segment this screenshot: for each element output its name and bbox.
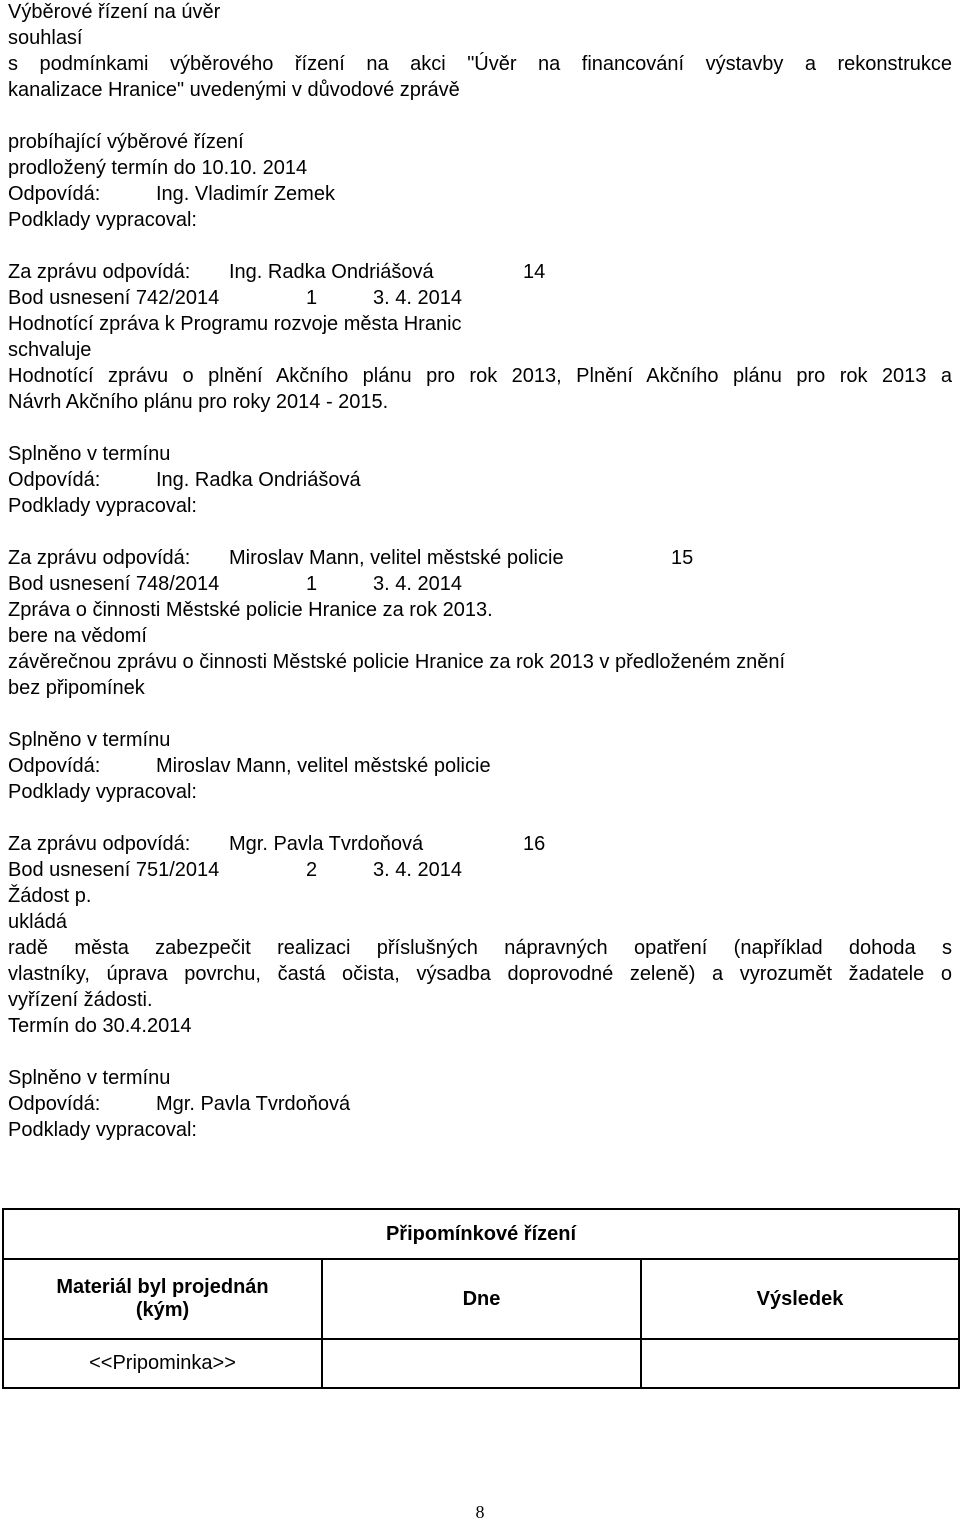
resolution-number: Bod usnesení 742/2014 bbox=[8, 287, 220, 309]
resolution-line bbox=[8, 286, 462, 310]
text-line: Podklady vypracoval: bbox=[8, 781, 197, 803]
table-title: Připomínkové řízení bbox=[3, 1209, 959, 1259]
report-responsible-name: Miroslav Mann, velitel městské policie bbox=[229, 547, 564, 569]
report-responsible-line bbox=[8, 260, 545, 284]
text-line: radě města zabezpečit realizaci příslušných nápravných opatření (například dohoda s bbox=[8, 937, 952, 959]
item-number: 15 bbox=[671, 547, 694, 569]
resolution-date: 3. 4. 2014 bbox=[373, 573, 462, 595]
date-cell bbox=[322, 1339, 641, 1388]
responsible-line bbox=[8, 1092, 350, 1116]
table-title-row bbox=[3, 1209, 959, 1259]
text-line: závěrečnou zprávu o činnosti Městské policie Hranice za rok 2013 v předloženém znění bbox=[8, 651, 786, 673]
report-responsible-label: Za zprávu odpovídá: bbox=[8, 261, 191, 283]
text-line: Splněno v termínu bbox=[8, 443, 171, 465]
resolution-date: 3. 4. 2014 bbox=[373, 859, 462, 881]
text-line: kanalizace Hranice" uvedenými v důvodové zprávě bbox=[8, 79, 460, 101]
header-material-line2: (kým) bbox=[135, 1299, 190, 1321]
text-line: Výběrové řízení na úvěr bbox=[8, 1, 221, 23]
text-line: schvaluje bbox=[8, 339, 92, 361]
report-responsible-label: Za zprávu odpovídá: bbox=[8, 547, 191, 569]
responsible-label: Odpovídá: bbox=[8, 469, 101, 491]
responsible-name: Miroslav Mann, velitel městské policie bbox=[156, 755, 491, 777]
report-responsible-line bbox=[8, 546, 693, 570]
text-line: Žádost p. bbox=[8, 885, 92, 907]
item-number: 16 bbox=[523, 833, 546, 855]
resolution-number: Bod usnesení 751/2014 bbox=[8, 859, 220, 881]
text-line: prodložený termín do 10.10. 2014 bbox=[8, 157, 308, 179]
comment-procedure-table bbox=[2, 1208, 960, 1389]
resolution-number: Bod usnesení 748/2014 bbox=[8, 573, 220, 595]
responsible-line bbox=[8, 754, 491, 778]
item-number: 14 bbox=[523, 261, 546, 283]
text-line: Podklady vypracoval: bbox=[8, 1119, 197, 1141]
text-line: Návrh Akčního plánu pro roky 2014 - 2015. bbox=[8, 391, 389, 413]
text-line: vlastníky, úprava povrchu, častá očista, výsadba doprovodné zeleně) a vyrozumět žadatele o bbox=[8, 963, 952, 985]
report-responsible-line bbox=[8, 832, 545, 856]
text-line: bez připomínek bbox=[8, 677, 145, 699]
text-line: probíhající výběrové řízení bbox=[8, 131, 244, 153]
header-date: Dne bbox=[322, 1259, 641, 1339]
report-responsible-name: Mgr. Pavla Tvrdoňová bbox=[229, 833, 424, 855]
table-row bbox=[3, 1339, 959, 1388]
responsible-label: Odpovídá: bbox=[8, 1093, 101, 1115]
text-line: ukládá bbox=[8, 911, 67, 933]
resolution-count: 1 bbox=[306, 287, 318, 309]
text-line: vyřízení žádosti. bbox=[8, 989, 153, 1011]
responsible-label: Odpovídá: bbox=[8, 755, 101, 777]
responsible-name: Mgr. Pavla Tvrdoňová bbox=[156, 1093, 351, 1115]
text-line: Zpráva o činnosti Městské policie Hranice za rok 2013. bbox=[8, 599, 493, 621]
resolution-date: 3. 4. 2014 bbox=[373, 287, 462, 309]
text-line: s podmínkami výběrového řízení na akci "Úvěr na financování výstavby a rekonstrukce bbox=[8, 53, 952, 75]
header-material-discussed bbox=[3, 1259, 322, 1339]
responsible-line bbox=[8, 468, 361, 492]
resolution-line bbox=[8, 858, 462, 882]
text-line: bere na vědomí bbox=[8, 625, 147, 647]
text-line: Splněno v termínu bbox=[8, 1067, 171, 1089]
text-line: souhlasí bbox=[8, 27, 83, 49]
page-number: 8 bbox=[475, 1502, 485, 1522]
text-line: Hodnotící zprávu o plnění Akčního plánu pro rok 2013, Plnění Akčního plánu pro rok 2013 a bbox=[8, 365, 952, 387]
responsible-name: Ing. Vladimír Zemek bbox=[156, 183, 335, 205]
text-line: Hodnotící zpráva k Programu rozvoje města Hranic bbox=[8, 313, 462, 335]
report-responsible-name: Ing. Radka Ondriášová bbox=[229, 261, 434, 283]
resolution-line bbox=[8, 572, 462, 596]
header-result: Výsledek bbox=[641, 1259, 959, 1339]
comment-placeholder-cell: <<Pripominka>> bbox=[3, 1339, 322, 1388]
table-header-row bbox=[3, 1259, 959, 1339]
responsible-line bbox=[8, 182, 335, 206]
text-line: Termín do 30.4.2014 bbox=[8, 1015, 192, 1037]
report-responsible-label: Za zprávu odpovídá: bbox=[8, 833, 191, 855]
responsible-label: Odpovídá: bbox=[8, 183, 101, 205]
resolution-count: 2 bbox=[306, 859, 318, 881]
resolution-count: 1 bbox=[306, 573, 318, 595]
header-material-line1: Materiál byl projednán bbox=[56, 1276, 269, 1298]
text-line: Podklady vypracoval: bbox=[8, 495, 197, 517]
text-line: Podklady vypracoval: bbox=[8, 209, 197, 231]
result-cell bbox=[641, 1339, 959, 1388]
text-line: Splněno v termínu bbox=[8, 729, 171, 751]
responsible-name: Ing. Radka Ondriášová bbox=[156, 469, 361, 491]
